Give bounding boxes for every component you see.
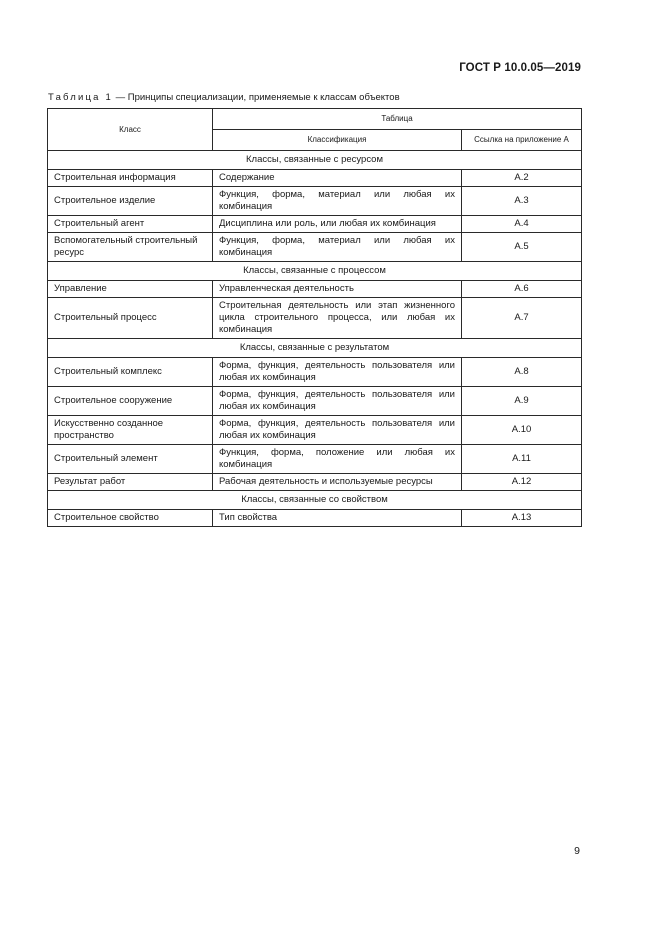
class-cell: Управление bbox=[48, 281, 213, 298]
table-row bbox=[48, 170, 582, 187]
table-row bbox=[48, 510, 582, 527]
table-row bbox=[48, 416, 582, 445]
classification-cell: Содержание bbox=[213, 170, 462, 187]
table-caption-text: — Принципы специализации, применяемые к классам объектов bbox=[112, 92, 400, 103]
classification-cell: Функция, форма, положение или любая их комбинация bbox=[213, 445, 462, 474]
class-cell: Результат работ bbox=[48, 474, 213, 491]
appendix-ref-cell: А.3 bbox=[462, 187, 582, 216]
table-row bbox=[48, 281, 582, 298]
class-cell: Строительная информация bbox=[48, 170, 213, 187]
appendix-ref-cell: А.10 bbox=[462, 416, 582, 445]
appendix-ref-cell: А.6 bbox=[462, 281, 582, 298]
appendix-ref-cell: А.7 bbox=[462, 298, 582, 339]
classification-cell: Рабочая деятельность и используемые ресурсы bbox=[213, 474, 462, 491]
table-row bbox=[48, 298, 582, 339]
classification-cell: Форма, функция, деятельность пользователя или любая их комбинация bbox=[213, 416, 462, 445]
appendix-ref-cell: А.5 bbox=[462, 233, 582, 262]
class-cell: Строительное изделие bbox=[48, 187, 213, 216]
appendix-ref-cell: А.2 bbox=[462, 170, 582, 187]
class-cell: Строительное свойство bbox=[48, 510, 213, 527]
table-caption-label: Таблица 1 bbox=[48, 92, 113, 103]
appendix-ref-cell: А.8 bbox=[462, 358, 582, 387]
header-table: Таблица bbox=[213, 109, 582, 130]
group-title: Классы, связанные со свойством bbox=[48, 491, 582, 510]
classification-cell: Тип свойства bbox=[213, 510, 462, 527]
classification-cell: Функция, форма, материал или любая их комбинация bbox=[213, 233, 462, 262]
classification-cell: Управленческая деятельность bbox=[213, 281, 462, 298]
page-number: 9 bbox=[574, 845, 580, 857]
table-row bbox=[48, 445, 582, 474]
group-row bbox=[48, 491, 582, 510]
class-cell: Искусственно созданное пространство bbox=[48, 416, 213, 445]
table-body bbox=[48, 151, 582, 527]
table-row bbox=[48, 358, 582, 387]
class-cell: Вспомогательный строительный ресурс bbox=[48, 233, 213, 262]
class-cell: Строительный процесс bbox=[48, 298, 213, 339]
specialization-table bbox=[47, 108, 582, 527]
appendix-ref-cell: А.11 bbox=[462, 445, 582, 474]
group-title: Классы, связанные с результатом bbox=[48, 339, 582, 358]
header-classification: Классификация bbox=[213, 130, 462, 151]
header-appendix-ref: Ссылка на приложение А bbox=[462, 130, 582, 151]
appendix-ref-cell: А.4 bbox=[462, 216, 582, 233]
class-cell: Строительный элемент bbox=[48, 445, 213, 474]
classification-cell: Строительная деятельность или этап жизненного цикла строительного процесса, или любая их комбинация bbox=[213, 298, 462, 339]
classification-cell: Форма, функция, деятельность пользователя или любая их комбинация bbox=[213, 387, 462, 416]
group-title: Классы, связанные с ресурсом bbox=[48, 151, 582, 170]
table-row bbox=[48, 187, 582, 216]
header-class: Класс bbox=[48, 109, 213, 151]
class-cell: Строительный комплекс bbox=[48, 358, 213, 387]
appendix-ref-cell: А.13 bbox=[462, 510, 582, 527]
table-row bbox=[48, 474, 582, 491]
classification-cell: Функция, форма, материал или любая их комбинация bbox=[213, 187, 462, 216]
class-cell: Строительное сооружение bbox=[48, 387, 213, 416]
table-header-row-1 bbox=[48, 109, 582, 130]
group-title: Классы, связанные с процессом bbox=[48, 262, 582, 281]
table-caption bbox=[48, 92, 400, 103]
classification-cell: Форма, функция, деятельность пользователя или любая их комбинация bbox=[213, 358, 462, 387]
group-row bbox=[48, 339, 582, 358]
document-id: ГОСТ Р 10.0.05—2019 bbox=[459, 62, 581, 74]
table-row bbox=[48, 387, 582, 416]
class-cell: Строительный агент bbox=[48, 216, 213, 233]
table-row bbox=[48, 216, 582, 233]
table-row bbox=[48, 233, 582, 262]
group-row bbox=[48, 151, 582, 170]
appendix-ref-cell: А.12 bbox=[462, 474, 582, 491]
classification-cell: Дисциплина или роль, или любая их комбинация bbox=[213, 216, 462, 233]
appendix-ref-cell: А.9 bbox=[462, 387, 582, 416]
group-row bbox=[48, 262, 582, 281]
